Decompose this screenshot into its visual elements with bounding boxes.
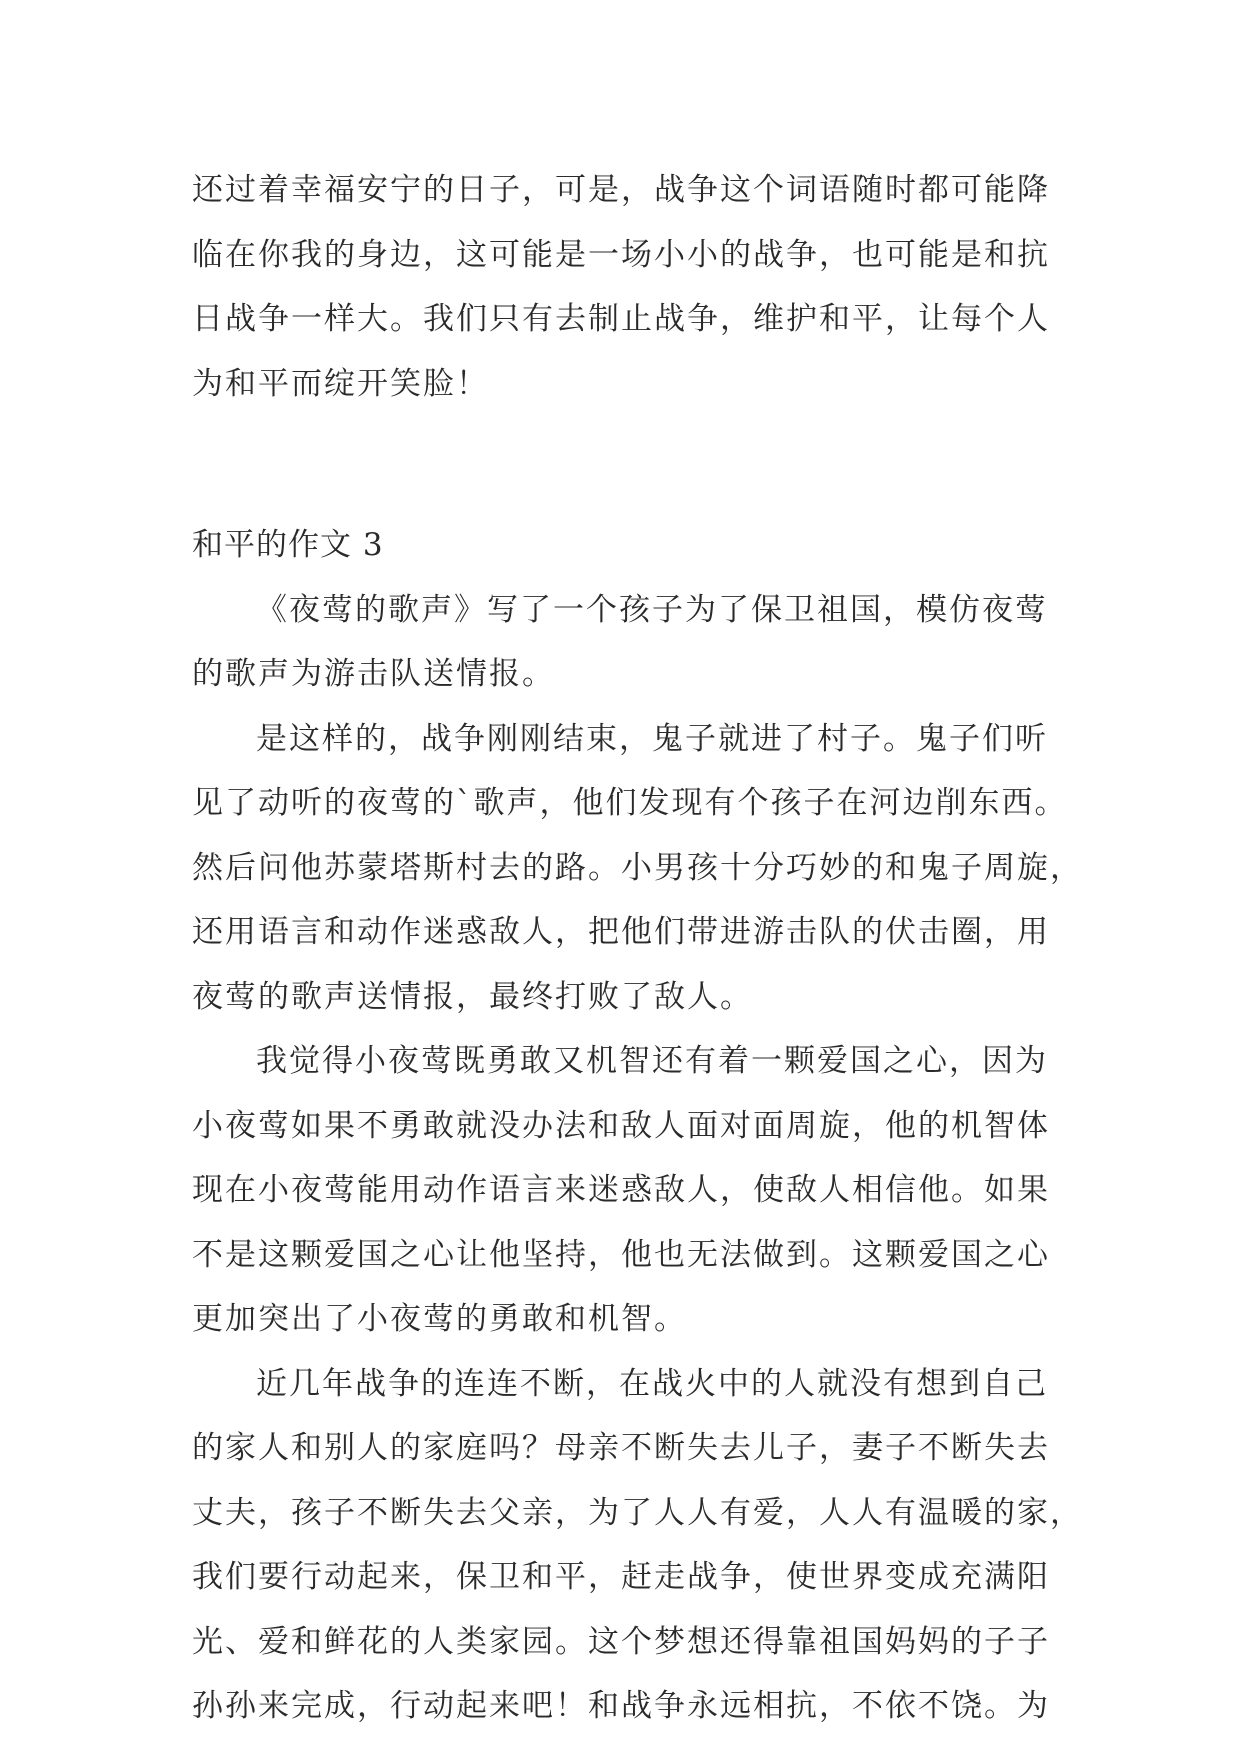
text-line: 夜莺的歌声送情报，最终打败了敌人。 xyxy=(192,978,753,1015)
paragraph-3 xyxy=(192,1029,1072,1352)
text-line: 的歌声为游击队送情报。 xyxy=(192,656,555,692)
text-line: 为和平而绽开笑脸！ xyxy=(192,365,489,402)
essay-body xyxy=(192,158,1083,1739)
text-line: 还用语言和动作迷惑敌人，把他们带进游击队的伏击圈，用 xyxy=(192,914,1050,950)
text-line: 近几年战争的连连不断，在战火中的人就没有想到自己 xyxy=(256,1365,1048,1402)
section-title: 和平的作文 3 xyxy=(192,527,384,563)
text-line: 更加突出了小夜莺的勇敢和机智。 xyxy=(192,1301,687,1337)
continuation-paragraph xyxy=(192,158,1072,416)
text-line: 丈夫，孩子不断失去父亲，为了人人有爱，人人有温暖的家， xyxy=(192,1494,1083,1531)
text-line: 还过着幸福安宁的日子，可是，战争这个词语随时都可能降 xyxy=(192,172,1050,208)
text-line: 然后问他苏蒙塔斯村去的路。小男孩十分巧妙的和鬼子周旋， xyxy=(192,849,1083,886)
text-line: 光、爱和鲜花的人类家园。这个梦想还得靠祖国妈妈的子子 xyxy=(192,1623,1050,1660)
text-line: 是这样的，战争刚刚结束，鬼子就进了村子。鬼子们听 xyxy=(256,720,1048,757)
text-line: 孙孙来完成，行动起来吧！和战争永远相抗，不依不饶。为 xyxy=(192,1688,1050,1724)
text-line: 日战争一样大。我们只有去制止战争，维护和平，让每个人 xyxy=(192,301,1050,337)
text-line: 我们要行动起来，保卫和平，赶走战争，使世界变成充满阳 xyxy=(192,1559,1050,1595)
section-gap xyxy=(192,416,1072,513)
paragraph-1 xyxy=(192,578,1072,707)
text-line: 现在小夜莺能用动作语言来迷惑敌人，使敌人相信他。如果 xyxy=(192,1172,1050,1208)
text-line: 我觉得小夜莺既勇敢又机智还有着一颗爱国之心，因为 xyxy=(256,1043,1048,1079)
text-line: 见了动听的夜莺的`歌声，他们发现有个孩子在河边削东西。 xyxy=(192,785,1068,821)
text-line: 小夜莺如果不勇敢就没办法和敌人面对面周旋，他的机智体 xyxy=(192,1107,1050,1144)
text-line: 临在你我的身边，这可能是一场小小的战争，也可能是和抗 xyxy=(192,236,1050,273)
paragraph-4 xyxy=(192,1352,1083,1739)
text-line: 不是这颗爱国之心让他坚持，他也无法做到。这颗爱国之心 xyxy=(192,1236,1050,1273)
text-line: 《夜莺的歌声》写了一个孩子为了保卫祖国，模仿夜莺 xyxy=(256,591,1048,628)
paragraph-2 xyxy=(192,707,1083,1030)
text-line: 的家人和别人的家庭吗？母亲不断失去儿子，妻子不断失去 xyxy=(192,1430,1050,1466)
